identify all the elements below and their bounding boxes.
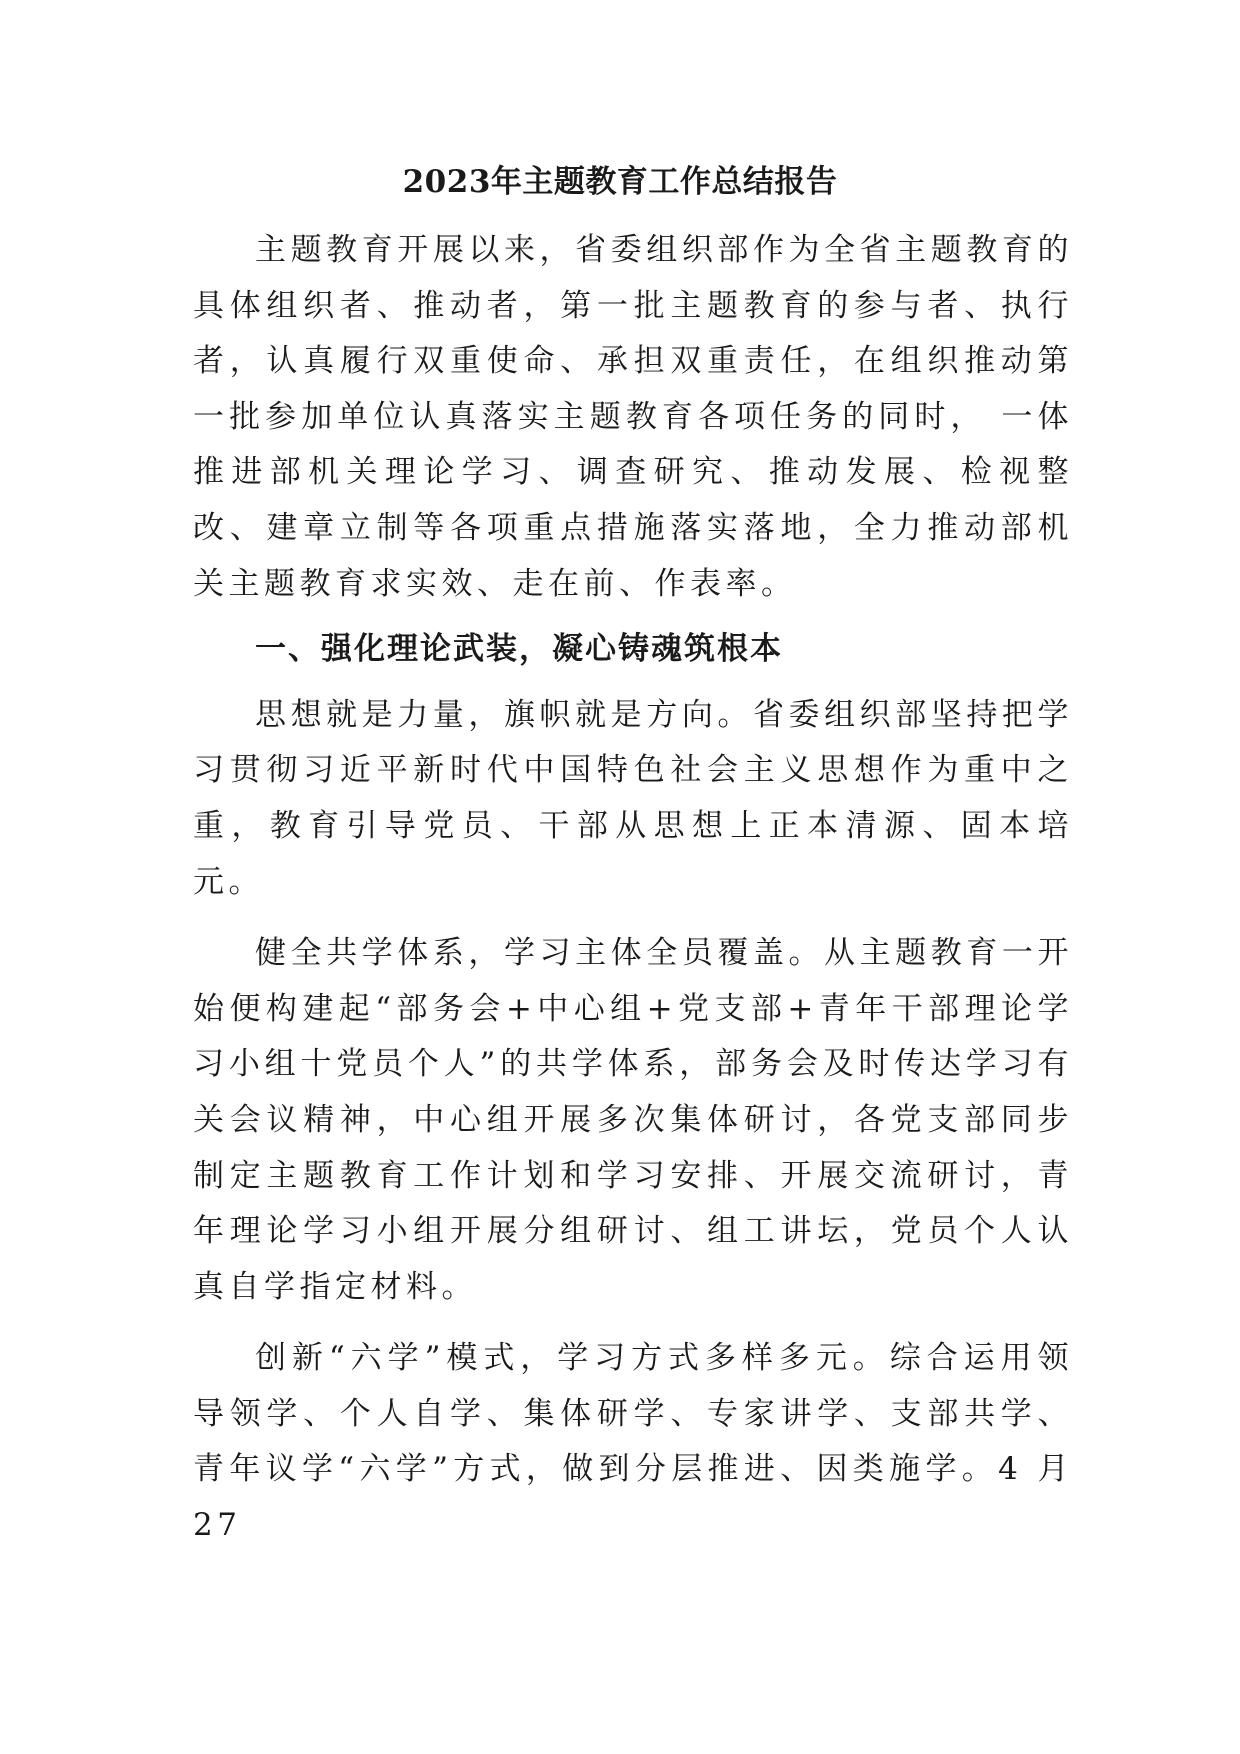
- paragraph: 健全共学体系，学习主体全员覆盖。从主题教育一开始便构建起“部务会+中心组+党支部+青年干部理论学习小组十党员个人”的共学体系，部务会及时传达学习有关会议精神，中心组开展多次集体研讨，各党支部同步制定主题教育工作计划和学习安排、开展交流研讨，青年理论学习小组开展分组研讨、组工讲坛，党员个人认真自学指定材料。: [193, 935, 1073, 1305]
- intro-paragraph: 主题教育开展以来，省委组织部作为全省主题教育的具体组织者、推动者，第一批主题教育的参与者、执行者，认真履行双重使命、承担双重责任，在组织推动第一批参加单位认真落实主题教育各项任务的同时， 一体推进部机关理论学习、调查研究、推动发展、检视整改、建章立制等各项重点措施落实落地，全力推动部机关主题教育求实效、走在前、作表率。: [193, 232, 1073, 602]
- paragraph: 创新“六学”模式，学习方式多样多元。综合运用领导领学、个人自学、集体研学、专家讲学、支部共学、青年议学“六学”方式，做到分层推进、因类施学。4 月 27: [193, 1340, 1073, 1544]
- document-body: [193, 223, 1073, 1554]
- paragraph: 思想就是力量，旗帜就是方向。省委组织部坚持把学习贯彻习近平新时代中国特色社会主义思想作为重中之重，教育引导党员、干部从思想上正本清源、固本培元。: [193, 696, 1073, 900]
- document-title: 2023年主题教育工作总结报告: [402, 164, 838, 200]
- section-heading: 一、强化理论武装，凝心铸魂筑根本: [255, 631, 783, 668]
